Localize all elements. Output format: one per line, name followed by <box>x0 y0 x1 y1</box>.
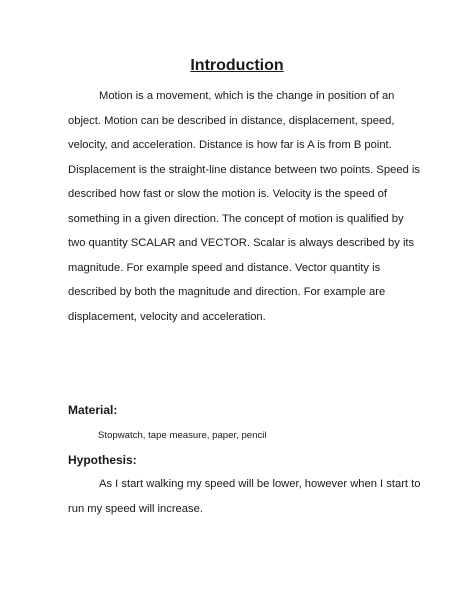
intro-line-1: Motion is a movement, which is the change in position of an <box>99 90 395 102</box>
intro-line-8: magnitude. For example speed and distance. Vector quantity is <box>68 261 381 274</box>
hypothesis-heading: Hypothesis: <box>68 453 137 467</box>
intro-line-6: something in a given direction. The concept of motion is qualified by <box>68 212 404 225</box>
intro-line-3: velocity, and acceleration. Distance is how far is A is from B point. <box>68 139 392 151</box>
intro-line-9: described by both the magnitude and direction. For example are <box>68 286 386 298</box>
hypothesis-paragraph <box>68 472 421 521</box>
hypothesis-line-1: As I start walking my speed will be lower, however when I start to <box>99 478 421 490</box>
intro-line-10: displacement, velocity and acceleration. <box>68 310 266 323</box>
page-title: Introduction <box>190 57 284 74</box>
intro-line-2: object. Motion can be described in distance, displacement, speed, <box>68 114 395 127</box>
hypothesis-line-2: run my speed will increase. <box>68 502 203 515</box>
intro-line-5: described how fast or slow the motion is. Velocity is the speed of <box>68 188 388 200</box>
intro-line-7: two quantity SCALAR and VECTOR. Scalar is always described by its <box>68 237 415 249</box>
intro-line-4: Displacement is the straight-line distance between two points. Speed is <box>68 163 420 176</box>
introduction-paragraph <box>68 84 420 329</box>
material-heading: Material: <box>68 403 118 417</box>
material-list: Stopwatch, tape measure, paper, pencil <box>98 430 267 441</box>
